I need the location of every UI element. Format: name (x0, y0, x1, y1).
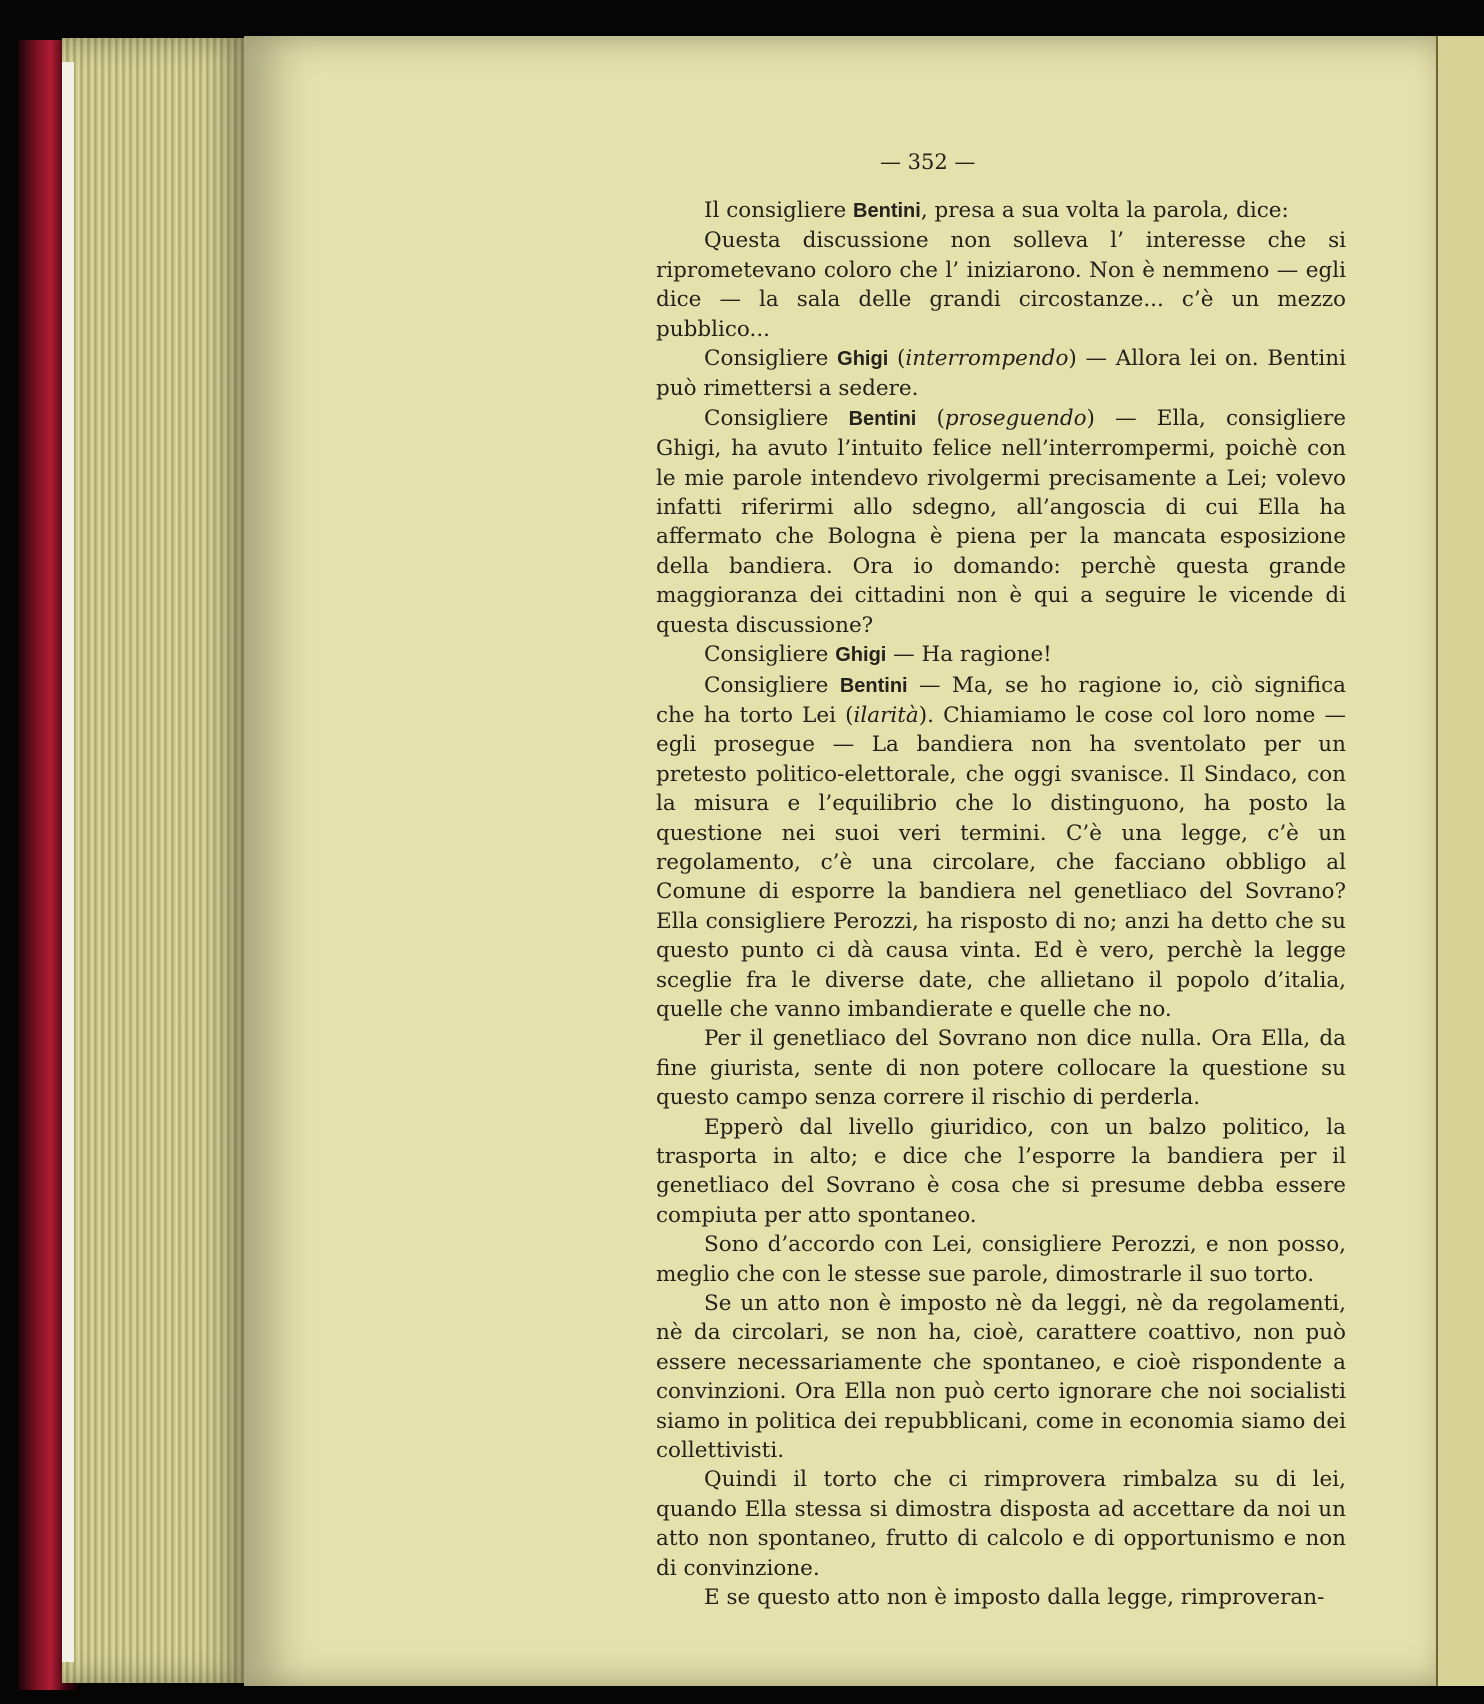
facing-page-edge (1436, 36, 1484, 1686)
paragraph (656, 226, 1346, 344)
text-run: Se un atto non è imposto nè da leggi, nè da regolamenti, nè da circolari, se non ha, cioè, carattere coattivo, non può essere necessariamente che spontaneo, e cioè rispondente a convinzioni. Ora Ella non può certo ignorare che noi socialisti siamo in politica dei repubblicani, come in economia siamo dei collettivisti. (656, 1291, 1346, 1464)
text-run: Consigliere (704, 405, 849, 431)
text-run: Consigliere (704, 346, 838, 372)
text-run: Epperò dal livello giuridico, con un balzo politico, la trasporta in alto; e dice che l’esporre la bandiera per il genetliaco del Sovrano è cosa che si presume debba essere compiuta per atto spontaneo. (656, 1114, 1346, 1228)
paragraph (656, 344, 1346, 404)
paragraph (656, 640, 1346, 670)
page-edge-strip (62, 62, 74, 1662)
paragraph (656, 1465, 1346, 1583)
text-run: Per il genetliaco del Sovrano non dice nulla. Ora Ella, da fine giurista, sente di non potere collocare la questione su questo campo senza correre il rischio di perderla. (656, 1026, 1346, 1111)
text-run: E se questo atto non è imposto dalla legge, rimproveran- (704, 1585, 1325, 1611)
speaker-name: Ghigi (837, 348, 889, 371)
text-run: ( (916, 405, 945, 431)
text-run: — Ma, se ho ragione io, ciò significa che ha torto Lei ( (656, 672, 1346, 728)
page-number: — 352 — (880, 150, 976, 174)
text-run: — Ha ragione! (886, 642, 1052, 668)
text-run: ). Chiamiamo le cose col loro nome — egli prosegue — La bandiera non ha sventolato per un pretesto politico-elettorale, che oggi svanisce. Il Sindaco, con la misura e l’equilibrio che lo distinguono, ha posto la questione nei suoi veri termini. C’è una legge, c’è un regolamento, c’è una circolare, che facciano obbligo al Comune di esporre la bandiera nel genetliaco del Sovrano? Ella consigliere Perozzi, ha risposto di no; anzi ha detto che su questo punto ci dà causa vinta. Ed è vero, perchè la legge sceglie fra le diverse date, che allietano il popolo d’italia, quelle che vanno imbandierate e quelle che no. (656, 702, 1346, 1022)
italic-aside: proseguendo (944, 405, 1087, 431)
text-run: Questa discussione non solleva l’ interesse che si riprometevano coloro che l’ iniziarono. Non è nemmeno — egli dice — la sala delle grandi circostanze... c’è un mezzo pubblico... (656, 228, 1346, 342)
text-run: ) — Ella, consigliere Ghigi, ha avuto l’intuito felice nell’interrompermi, poichè con le mie parole intendevo rivolgermi precisamente a Lei; volevo infatti riferirmi allo sdegno, all’angoscia di cui Ella ha affermato che Bologna è piena per la mancata esposizione della bandiera. Ora io domando: perchè questa grande maggioranza dei cittadini non è qui a seguire le vicende di questa discussione? (656, 405, 1346, 638)
italic-aside: interrompendo (905, 346, 1069, 372)
speaker-name: Bentini (853, 200, 921, 222)
speaker-name: Bentini (839, 674, 908, 697)
paragraph (656, 404, 1346, 640)
paragraph (656, 196, 1346, 226)
text-run: Consigliere (704, 642, 836, 668)
page-edges (62, 38, 252, 1683)
paragraph (656, 1583, 1346, 1612)
paragraph (656, 1289, 1346, 1465)
italic-aside: ilarità (853, 702, 919, 728)
text-run: Sono d’accordo con Lei, consigliere Perozzi, e non posso, meglio che con le stesse sue parole, dimostrarle il suo torto. (656, 1232, 1346, 1287)
text-run: Consigliere (704, 672, 840, 698)
text-run: ( (888, 346, 906, 372)
text-run: , presa a sua volta la parola, dice: (920, 198, 1289, 223)
paragraph (656, 1230, 1346, 1289)
page-text (656, 196, 1346, 1613)
speaker-name: Bentini (848, 407, 917, 430)
paragraph (656, 671, 1346, 1025)
text-run: Il consigliere (704, 198, 854, 223)
text-run: ) — Allora lei on. Bentini può rimettersi a sedere. (656, 346, 1346, 402)
paragraph (656, 1113, 1346, 1231)
paragraph (656, 1024, 1346, 1112)
text-run: Quindi il torto che ci rimprovera rimbalza su di lei, quando Ella stessa si dimostra disposta ad accettare da noi un atto non spontaneo, frutto di calcolo e di opportunismo e non di convinzione. (656, 1467, 1346, 1581)
speaker-name: Ghigi (835, 644, 887, 667)
